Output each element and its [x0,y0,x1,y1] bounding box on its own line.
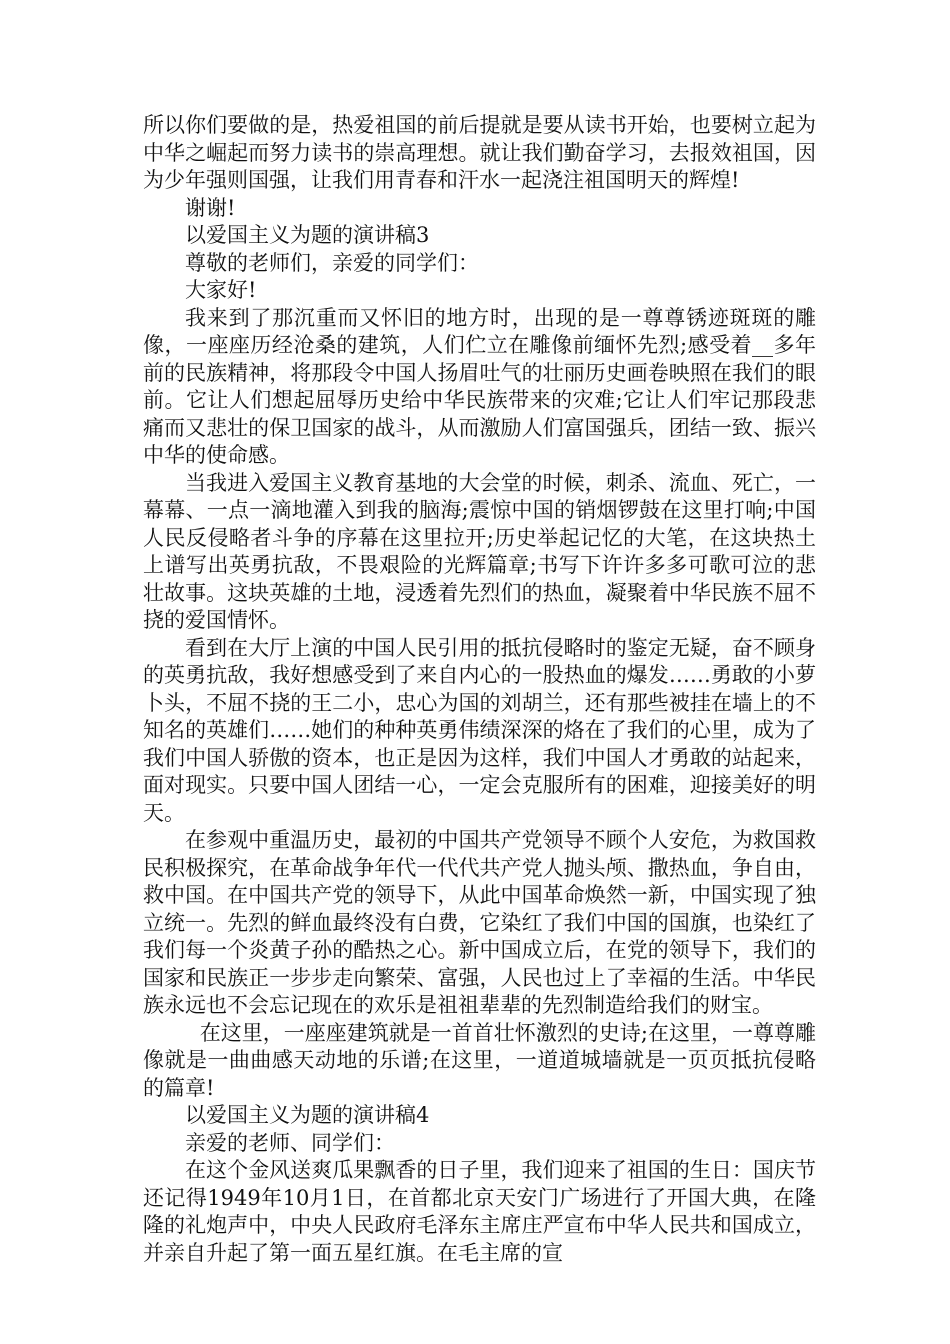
paragraph-closing-theme: 所以你们要做的是，热爱祖国的前后提就是要从读书开始，也要树立起为中华之崛起而努力读书的崇高理想。就让我们勤奋学习，去报效祖国，因为少年强则国强，让我们用青春和汗水一起浇注祖国明天的辉煌! [143,113,816,192]
greeting-3: 大家好! [185,278,257,302]
paragraph-national-day: 在这个金风送爽瓜果飘香的日子里，我们迎来了祖国的生日：国庆节还记得1949年10月1日，在首都北京天安门广场进行了开国大典，在隆隆的礼炮声中，中央人民政府毛泽东主席庄严宣布中华人民共和国成立，并亲自升起了第一面五星红旗。在毛主席的宣 [143,1158,816,1265]
paragraph-assembly-hall: 当我进入爱国主义教育基地的大会堂的时候，刺杀、流血、死亡，一幕幕、一点一滴地灌入到我的脑海;震惊中国的销烟锣鼓在这里打响;中国人民反侵略者斗争的序幕在这里拉开;历史举起记忆的大笔，在这块热土上谱写出英勇抗敌，不畏艰险的光辉篇章;书写下许许多多可歌可泣的悲壮故事。这块英雄的土地，浸透着先烈们的热血，凝聚着中华民族不屈不挠的爱国情怀。 [143,470,816,632]
paragraph-memorial-visit: 我来到了那沉重而又怀旧的地方时，出现的是一尊尊锈迹斑斑的雕像，一座座历经沧桑的建筑，人们伫立在雕像前缅怀先烈;感受着__多年前的民族精神，将那段令中国人扬眉吐气的壮丽历史画卷映照在我们的眼前。它让人们想起屈辱历史给中华民族带来的灾难;它让人们牢记那段悲痛而又悲壮的保卫国家的战斗，从而激励人们富国强兵，团结一致、振兴中华的使命感。 [143,305,816,467]
document-page [143,112,816,1267]
paragraph-here: 在这里，一座座建筑就是一首首壮怀激烈的史诗;在这里，一尊尊雕像就是一曲曲感天动地的乐谱;在这里，一道道城墙就是一页页抵抗侵略的篇章! [143,1020,816,1100]
speech-title-4: 以爱国主义为题的演讲稿4 [185,1103,430,1127]
speech-title-3: 以爱国主义为题的演讲稿3 [185,223,430,247]
paragraph-thanks: 谢谢! [185,195,236,220]
salutation-4: 亲爱的老师、同学们： [185,1130,395,1155]
paragraph-party-history: 在参观中重温历史，最初的中国共产党领导不顾个人安危，为救国救民积极探究，在革命战争年代一代代共产党人抛头颅、撒热血，争自由，救中国。在中国共产党的领导下，从此中国革命焕然一新，中国实现了独立统一。先烈的鲜血最终没有白费，它染红了我们中国的国旗，也染红了我们每一个炎黄子孙的酷热之心。新中国成立后，在党的领导下，我们的国家和民族正一步步走向繁荣、富强，人民也过上了幸福的生活。中华民族永远也不会忘记现在的欢乐是祖祖辈辈的先烈制造给我们的财宝。 [143,828,816,1017]
paragraph-heroes: 看到在大厅上演的中国人民引用的抵抗侵略时的鉴定无疑，奋不顾身的英勇抗敌，我好想感受到了来自内心的一股热血的爆发……勇敢的小萝卜头，不屈不挠的王二小，忠心为国的刘胡兰，还有那些被挂在墙上的不知名的英雄们……她们的种种英勇伟绩深深的烙在了我们的心里，成为了我们中国人骄傲的资本，也正是因为这样，我们中国人才勇敢的站起来，面对现实。只要中国人团结一心，一定会克服所有的困难，迎接美好的明天。 [143,635,816,825]
salutation-3: 尊敬的老师们，亲爱的同学们： [185,250,479,275]
